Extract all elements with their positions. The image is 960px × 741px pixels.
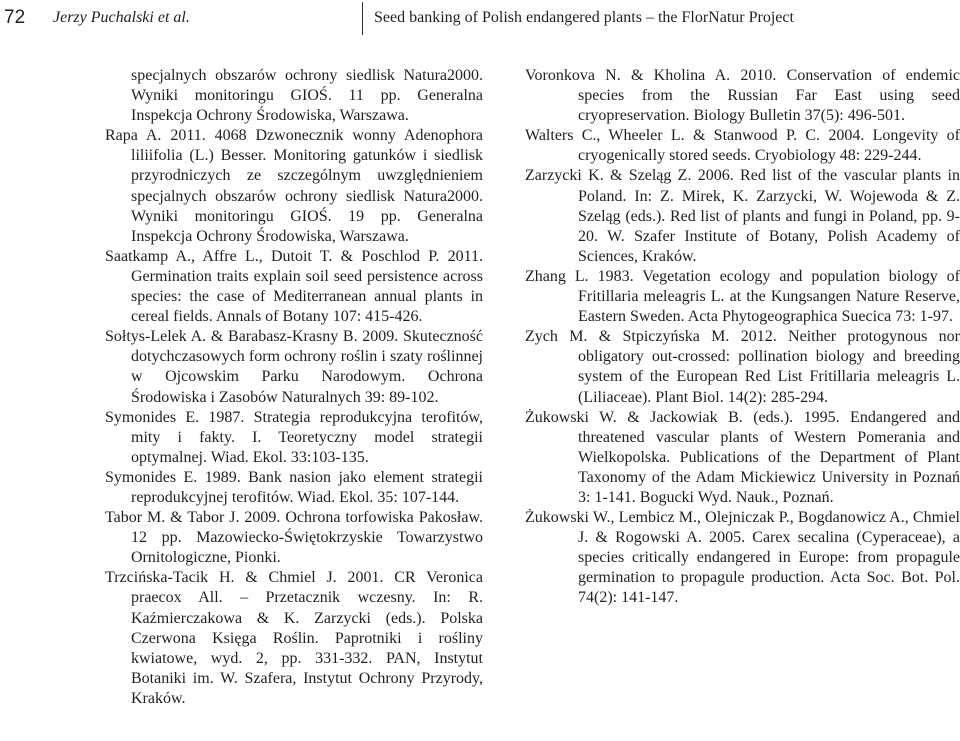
reference-entry: Trzcińska-Tacik H. & Chmiel J. 2001. CR Veronica praecox All. – Przetacznik wczesny. In: R. Kaźmierczakowa & K. Zarzycki (eds.). Polska Czerwona Księga Roślin. Paprotniki i rośliny kwiatowe, wyd. 2, pp. 331-332. PAN, Instytut Botaniki im. W. Szafera, Instytut Ochrony Przyrody, Kraków. [105,569,483,707]
reference-entry: Rapa A. 2011. 4068 Dzwonecznik wonny Adenophora liliifolia (L.) Besser. Monitoring gatunków i siedlisk przyrodniczych ze szczególnym uwzględnieniem specjalnych obszarów ochrony siedlisk Natura2000. Wyniki monitoringu GIOŚ. 19 pp. Generalna Inspekcja Ochrony Środowiska, Warszawa. [105,127,483,245]
reference-entry: Symonides E. 1987. Strategia reprodukcyjna terofitów, mity i fakty. I. Teoretyczny model strategii optymalnej. Wiad. Ekol. 33:103-135. [105,408,483,466]
reference-entry: Żukowski W. & Jackowiak B. (eds.). 1995. Endangered and threatened vascular plants of Western Pomerania and Wielkopolska. Publications of the Department of Plant Taxonomy of the Adam Mickiewicz University in Poznań 3: 1-141. Bogucki Wyd. Nauk., Poznań. [525,408,960,506]
running-header [0,0,960,36]
reference-entry: specjalnych obszarów ochrony siedlisk Natura2000. Wyniki monitoringu GIOŚ. 11 pp. Generalna Inspekcja Ochrony Środowiska, Warszawa. [131,67,483,125]
reference-entry: Zhang L. 1983. Vegetation ecology and population biology of Fritillaria meleagris L. at the Kungsangen Nature Reserve, Eastern Sweden. Acta Phytogeographica Suecica 73: 1-97. [525,267,960,326]
reference-entry: Walters C., Wheeler L. & Stanwood P. C. 2004. Longevity of cryogenically stored seeds. Cryobiology 48: 229-244. [525,127,960,165]
reference-entry: Zarzycki K. & Szeląg Z. 2006. Red list of the vascular plants in Poland. In: Z. Mirek, K. Zarzycki, W. Wojewoda & Z. Szeląg (eds.). Red list of plants and fungi in Poland, pp. 9-20. W. Szafer Institute of Botany, Polish Academy of Sciences, Kraków. [525,167,960,265]
references-right-column [525,66,960,609]
reference-entry: Tabor M. & Tabor J. 2009. Ochrona torfowiska Pakosław. 12 pp. Mazowiecko-Świętokrzyskie Towarzystwo Ornitologiczne, Pionki. [105,509,483,567]
references-left-column [105,66,483,709]
reference-entry: Sołtys-Lelek A. & Barabasz-Krasny B. 2009. Skuteczność dotychczasowych form ochrony roślin i szaty roślinnej w Ojcowskim Parku Narodowym. Ochrona Środowiska i Zasobów Naturalnych 39: 89-102. [105,328,483,406]
reference-entry: Saatkamp A., Affre L., Dutoit T. & Poschlod P. 2011. Germination traits explain soil seed persistence across species: the case of Mediterranean annual plants in cereal fields. Annals of Botany 107: 415-426. [105,247,483,326]
reference-entry: Symonides E. 1989. Bank nasion jako element strategii reprodukcyjnej terofitów. Wiad. Ekol. 35: 107-144. [105,468,483,506]
reference-entry: Zych M. & Stpiczyńska M. 2012. Neither protogynous nor obligatory out-crossed: pollination biology and breeding system of the European Red List Fritillaria meleagris L. (Liliaceae). Plant Biol. 14(2): 285-294. [525,328,960,406]
reference-entry: Żukowski W., Lembicz M., Olejniczak P., Bogdanowicz A., Chmiel J. & Rogowski A. 2005. Carex secalina (Cyperaceae), a species critically endangered in Europe: from propagule germination to propagule production. Acta Soc. Bot. Pol. 74(2): 141-147. [525,509,960,607]
page-number: 72 [4,7,26,28]
header-divider [362,2,363,35]
running-title: Seed banking of Polish endangered plants – the FlorNatur Project [374,9,794,26]
reference-entry: Voronkova N. & Kholina A. 2010. Conservation of endemic species from the Russian Far East using seed cryopreservation. Biology Bulletin 37(5): 496-501. [525,67,960,125]
running-authors: Jerzy Puchalski et al. [53,9,190,26]
